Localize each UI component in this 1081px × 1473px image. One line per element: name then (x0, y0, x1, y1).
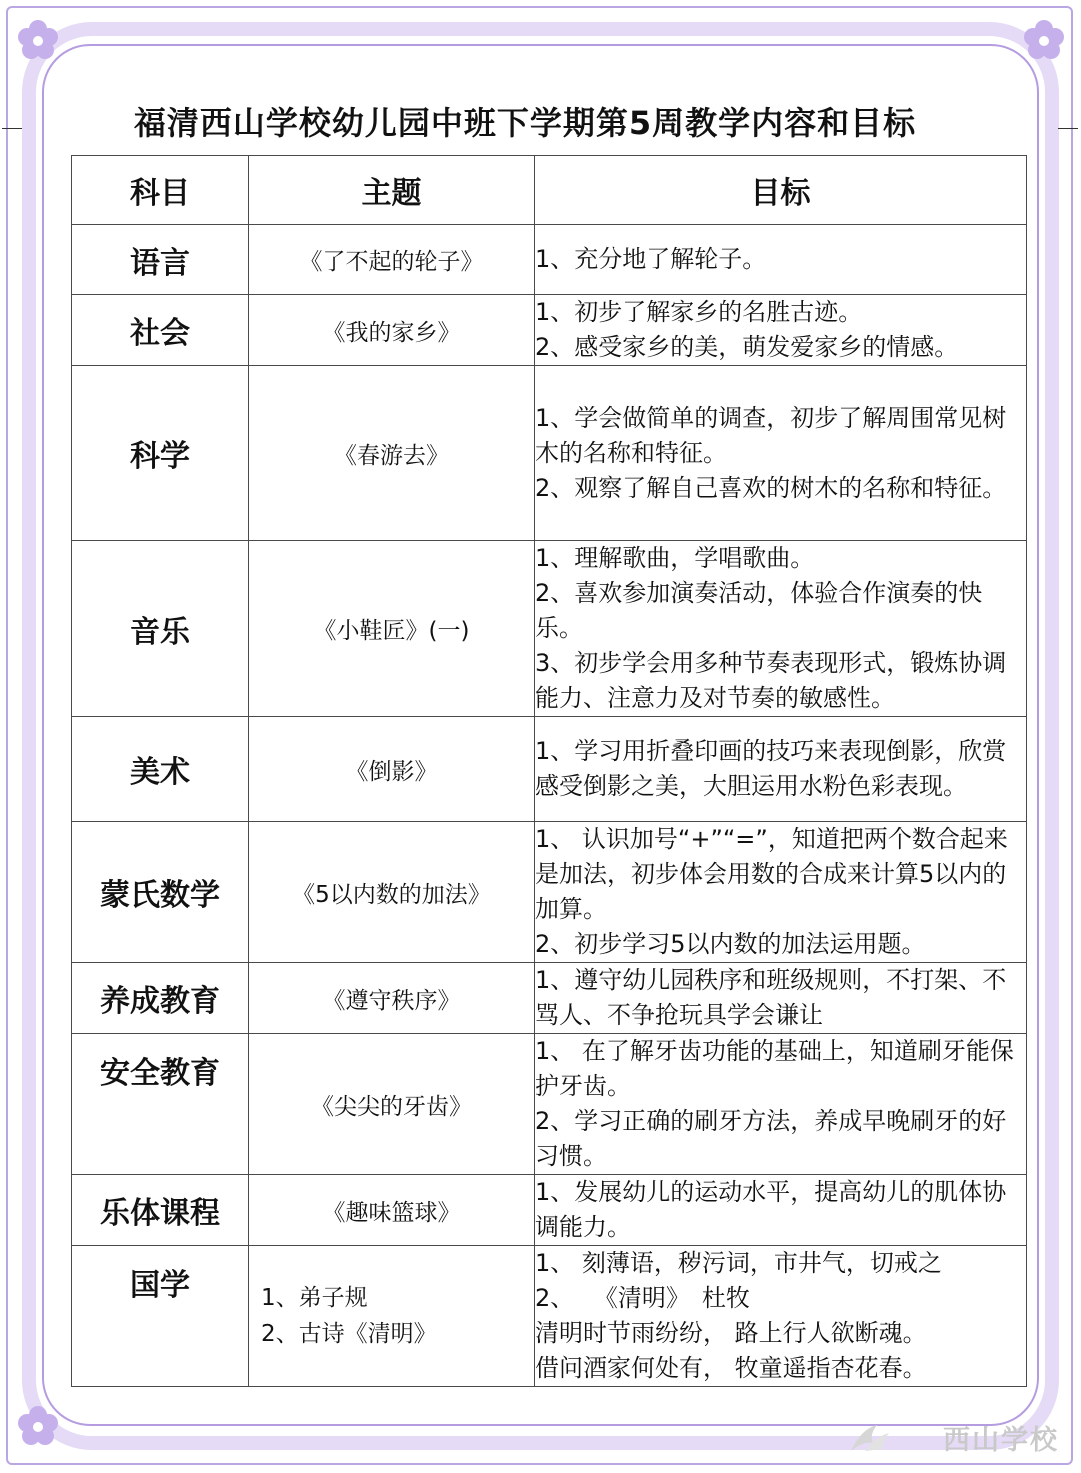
flower-icon (1022, 18, 1066, 62)
page-title: 福清西山学校幼儿园中班下学期第5周教学内容和目标 (133, 104, 917, 142)
table-row (72, 295, 1027, 366)
theme-cell (249, 1034, 535, 1175)
header-theme: 主题 (249, 156, 535, 225)
theme-text: 《我的家乡》 (322, 319, 461, 346)
goal-line: 1、 在了解牙齿功能的基础上，知道刷牙能保护牙齿。 (535, 1037, 1014, 1100)
subject-cell: 蒙氏数学 (72, 822, 249, 963)
table-row (72, 822, 1027, 963)
theme-text: 《春游去》 (334, 442, 449, 469)
goal-cell (535, 822, 1027, 963)
subject-cell: 社会 (72, 295, 249, 366)
goal-line: 1、学习用折叠印画的技巧来表现倒影，欣赏感受倒影之美，大胆运用水粉色彩表现。 (535, 737, 1007, 800)
table-row (72, 1034, 1027, 1175)
goal-cell (535, 1034, 1027, 1175)
theme-cell (249, 225, 535, 295)
table-header-row (72, 156, 1027, 225)
subject-cell: 音乐 (72, 541, 249, 717)
goal-cell (535, 541, 1027, 717)
theme-cell (249, 1175, 535, 1246)
goal-line: 1、理解歌曲，学唱歌曲。 (535, 544, 815, 572)
theme-text: 《5以内数的加法》 (292, 881, 491, 908)
theme-text: 1、弟子规 (261, 1285, 368, 1311)
goal-line: 2、初步学习5以内数的加法运用题。 (535, 930, 926, 958)
table-row (72, 1175, 1027, 1246)
goal-cell (535, 1175, 1027, 1246)
goal-line: 1、遵守幼儿园秩序和班级规则，不打架、不骂人、不争抢玩具学会谦让 (535, 966, 1007, 1029)
theme-text: 《遵守秩序》 (322, 987, 461, 1014)
goal-line: 1、初步了解家乡的名胜古迹。 (535, 298, 863, 326)
table-row (72, 225, 1027, 295)
theme-text: 《了不起的轮子》 (299, 249, 484, 275)
table-row (72, 541, 1027, 717)
goal-line: 1、发展幼儿的运动水平，提高幼儿的肌体协调能力。 (535, 1178, 1007, 1241)
table-row (72, 963, 1027, 1034)
goal-line: 借问酒家何处有， 牧童遥指杏花春。 (535, 1354, 927, 1382)
table-row (72, 366, 1027, 541)
goal-line: 3、初步学会用多种节奏表现形式，锻炼协调能力、注意力及对节奏的敏感性。 (535, 649, 1007, 712)
teaching-plan-table (71, 155, 1027, 1387)
table-row (72, 1246, 1027, 1387)
crop-mark (1058, 128, 1078, 129)
subject-cell: 语言 (72, 225, 249, 295)
goal-line: 清明时节雨纷纷， 路上行人欲断魂。 (535, 1319, 927, 1347)
theme-text: 《小鞋匠》(一) (313, 618, 470, 644)
goal-cell (535, 295, 1027, 366)
goal-cell (535, 717, 1027, 822)
subject-cell: 养成教育 (72, 963, 249, 1034)
goal-line: 1、 认识加号“+”“=”，知道把两个数合起来是加法，初步体会用数的合成来计算5以内的加算。 (535, 825, 1008, 923)
goal-line: 2、学习正确的刷牙方法，养成早晚刷牙的好习惯。 (535, 1107, 1007, 1170)
goal-line: 2、 《清明》 杜牧 (535, 1284, 750, 1312)
goal-line: 1、学会做简单的调查，初步了解周围常见树木的名称和特征。 (535, 403, 1007, 467)
watermark-text: 西山学校 (943, 1425, 1059, 1456)
theme-text: 2、古诗《清明》 (261, 1321, 437, 1347)
goal-line: 2、喜欢参加演奏活动，体验合作演奏的快乐。 (535, 579, 983, 642)
subject-cell: 美术 (72, 717, 249, 822)
goal-cell (535, 963, 1027, 1034)
subject-cell: 国学 (72, 1246, 249, 1387)
goal-line: 1、充分地了解轮子。 (535, 245, 767, 273)
header-subject: 科目 (72, 156, 249, 225)
theme-text: 《趣味篮球》 (322, 1199, 461, 1226)
subject-cell: 乐体课程 (72, 1175, 249, 1246)
header-goal: 目标 (535, 156, 1027, 225)
flower-icon (16, 18, 60, 62)
goal-line: 1、 刻薄语，秽污词，市井气，切戒之 (535, 1249, 942, 1277)
theme-cell (249, 295, 535, 366)
goal-cell (535, 1246, 1027, 1387)
goal-cell (535, 225, 1027, 295)
theme-text: 《尖尖的牙齿》 (311, 1093, 472, 1120)
table-row (72, 717, 1027, 822)
theme-cell (249, 366, 535, 541)
goal-line: 2、观察了解自己喜欢的树木的名称和特征。 (535, 473, 1007, 502)
theme-cell (249, 717, 535, 822)
theme-cell (249, 541, 535, 717)
theme-text: 《倒影》 (345, 758, 438, 785)
watermark-logo-icon (847, 1421, 893, 1455)
flower-icon (16, 1404, 60, 1448)
subject-cell: 科学 (72, 366, 249, 541)
subject-cell: 安全教育 (72, 1034, 249, 1175)
theme-cell (249, 963, 535, 1034)
theme-cell (249, 822, 535, 963)
goal-cell (535, 366, 1027, 541)
goal-line: 2、感受家乡的美，萌发爱家乡的情感。 (535, 333, 959, 361)
theme-cell (249, 1246, 535, 1387)
